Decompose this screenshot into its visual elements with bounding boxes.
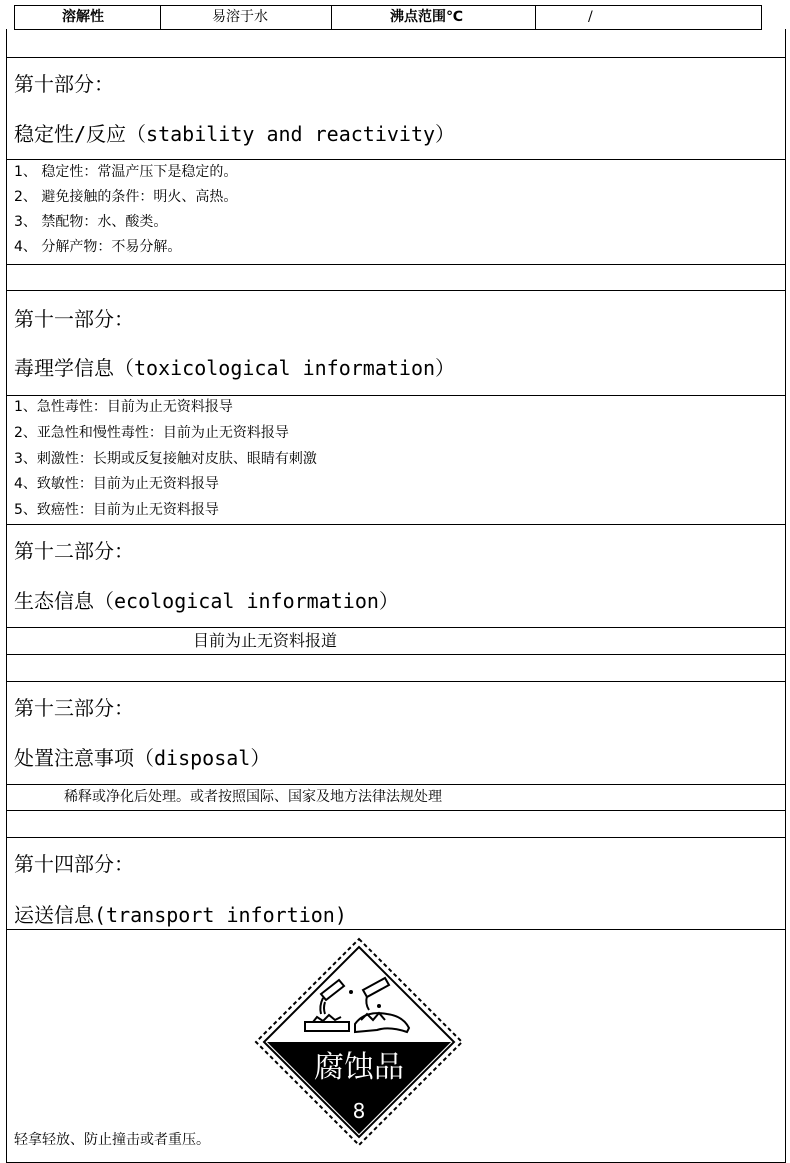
section-10-title: 稳定性/反应（stability and reactivity） <box>14 122 456 146</box>
section-13-title: 处置注意事项（disposal） <box>14 746 271 770</box>
corrosive-placard <box>253 936 465 1148</box>
section-11-number: 第十一部分： <box>14 307 134 331</box>
section-10-item: 4、 分解产物：不易分解。 <box>14 239 182 255</box>
section-10-item: 1、 稳定性：常温产压下是稳定的。 <box>14 164 238 180</box>
section-10-item: 3、 禁配物：水、酸类。 <box>14 214 168 230</box>
section-11-item: 5、致癌性：目前为止无资料报导 <box>14 502 219 518</box>
section-12-number: 第十二部分： <box>14 539 134 563</box>
solubility-label: 溶解性 <box>62 9 104 25</box>
section-10-item: 2、 避免接触的条件：明火、高热。 <box>14 189 238 205</box>
section-12-title: 生态信息（ecological information） <box>14 589 399 613</box>
section-11-item: 1、急性毒性：目前为止无资料报导 <box>14 399 233 415</box>
section-14-title: 运送信息(transport infortion) <box>14 903 347 927</box>
section-11-title: 毒理学信息（toxicological information） <box>14 356 456 380</box>
section-14-note: 轻拿轻放、防止撞击或者重压。 <box>14 1132 210 1148</box>
corrosive-pictogram-icon <box>253 936 465 1148</box>
section-12-content: 目前为止无资料报道 <box>193 631 338 650</box>
section-13-content: 稀释或净化后处理。或者按照国际、国家及地方法律法规处理 <box>64 789 442 805</box>
section-11-item: 3、刺激性：长期或反复接触对皮肤、眼睛有刺激 <box>14 451 317 467</box>
section-10-number: 第十部分： <box>14 72 114 96</box>
section-14-number: 第十四部分： <box>14 852 134 876</box>
section-13-number: 第十三部分： <box>14 696 134 720</box>
placard-class-number: 8 <box>352 1099 366 1123</box>
boiling-range-value: / <box>588 9 593 25</box>
section-11-item: 4、致敏性：目前为止无资料报导 <box>14 476 219 492</box>
boiling-range-label: 沸点范围℃ <box>390 9 463 25</box>
section-11-item: 2、亚急性和慢性毒性：目前为止无资料报导 <box>14 425 289 441</box>
placard-label: 腐蚀品 <box>314 1050 404 1085</box>
solubility-value: 易溶于水 <box>212 9 268 25</box>
